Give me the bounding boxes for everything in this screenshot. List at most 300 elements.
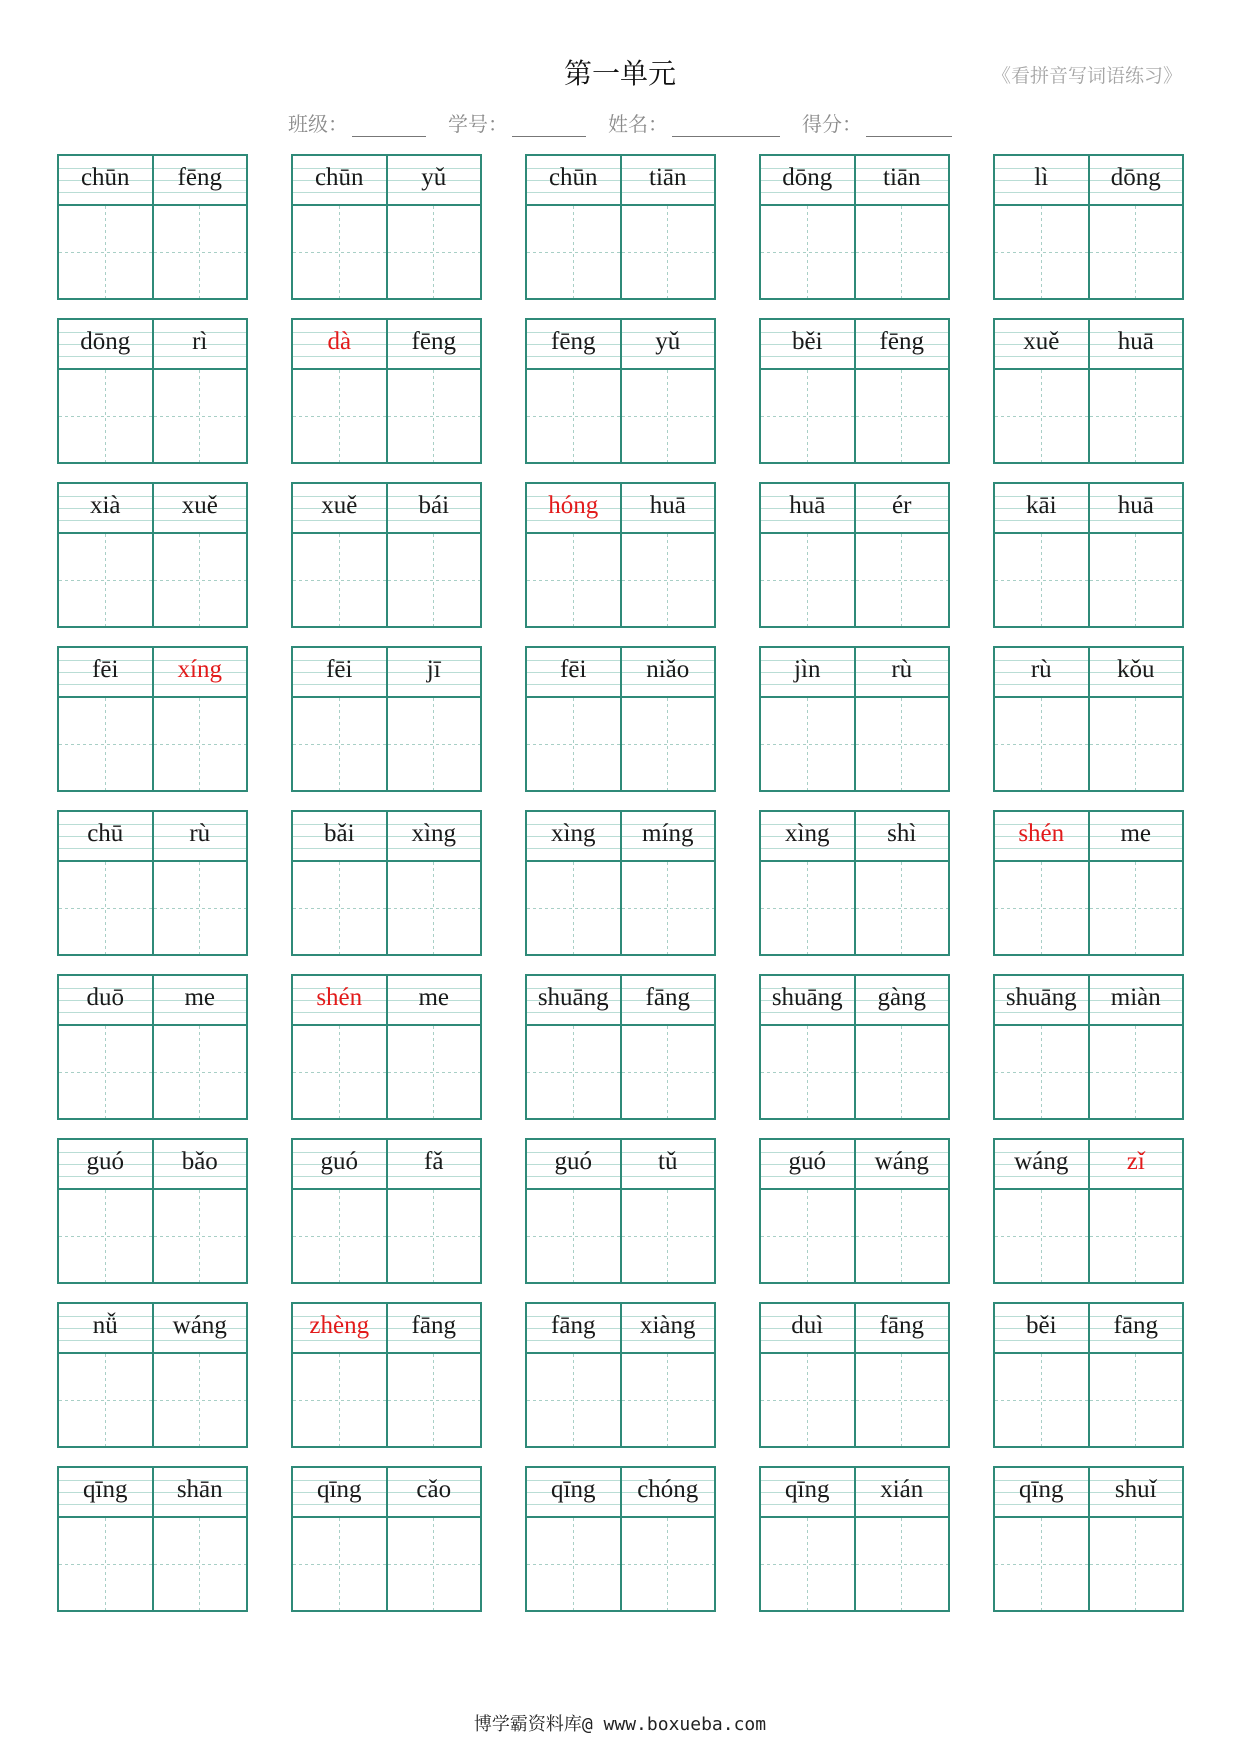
- pinyin-syllable: shuāng: [771, 984, 843, 1011]
- pinyin-syllable: xìng: [785, 820, 830, 847]
- tianzige-writing-box[interactable]: [995, 1518, 1088, 1610]
- pinyin-syllable: běi: [791, 328, 823, 355]
- tianzige-writing-box[interactable]: [527, 206, 620, 298]
- pinyin-row: [995, 484, 1182, 534]
- pinyin-syllable: wáng: [152, 1304, 247, 1352]
- pinyin-syllable: me: [1088, 812, 1183, 860]
- pinyin-row: [527, 976, 714, 1026]
- character-writing-row: [995, 1190, 1182, 1282]
- word-cell: [759, 1466, 950, 1612]
- tianzige-writing-box[interactable]: [59, 1026, 152, 1118]
- character-writing-row: [59, 862, 246, 954]
- pinyin-syllable: kāi: [1025, 492, 1057, 519]
- tianzige-writing-box[interactable]: [1088, 1354, 1183, 1446]
- tianzige-writing-box[interactable]: [152, 1518, 247, 1610]
- tianzige-writing-box[interactable]: [293, 1354, 386, 1446]
- pinyin-row: [59, 1304, 246, 1354]
- tianzige-writing-box[interactable]: [152, 206, 247, 298]
- word-cell: [993, 318, 1184, 464]
- pinyin-syllable: qīng: [785, 1476, 830, 1503]
- tianzige-writing-box[interactable]: [527, 1026, 620, 1118]
- pinyin-row: [293, 320, 480, 370]
- tianzige-writing-box[interactable]: [761, 862, 854, 954]
- character-writing-row: [995, 1518, 1182, 1610]
- pinyin-syllable: kǒu: [1088, 648, 1183, 696]
- tianzige-writing-box[interactable]: [386, 1190, 481, 1282]
- tianzige-writing-box[interactable]: [152, 862, 247, 954]
- pinyin-syllable: fāng: [620, 976, 715, 1024]
- pinyin-syllable: zhèng: [309, 1312, 370, 1339]
- tianzige-writing-box[interactable]: [293, 1026, 386, 1118]
- tianzige-writing-box[interactable]: [59, 862, 152, 954]
- pinyin-row: [761, 320, 948, 370]
- character-writing-row: [995, 1354, 1182, 1446]
- character-writing-row: [761, 698, 948, 790]
- pinyin-row: [293, 976, 480, 1026]
- pinyin-syllable: guó: [320, 1148, 358, 1175]
- pinyin-syllable: dōng: [80, 328, 131, 355]
- tianzige-writing-box[interactable]: [995, 206, 1088, 298]
- word-cell: [759, 1138, 950, 1284]
- pinyin-syllable: jìn: [794, 656, 821, 683]
- pinyin-syllable: xià: [89, 492, 121, 519]
- word-cell: [993, 482, 1184, 628]
- tianzige-writing-box[interactable]: [293, 1190, 386, 1282]
- pinyin-row: [59, 156, 246, 206]
- pinyin-syllable: chóng: [620, 1468, 715, 1516]
- pinyin-syllable: xián: [854, 1468, 949, 1516]
- pinyin-syllable: xuě: [321, 492, 358, 519]
- word-cell: [759, 154, 950, 300]
- pinyin-row: [59, 320, 246, 370]
- pinyin-row: [527, 320, 714, 370]
- pinyin-syllable: fēi: [92, 656, 119, 683]
- tianzige-writing-box[interactable]: [761, 534, 854, 626]
- character-writing-row: [995, 1026, 1182, 1118]
- tianzige-writing-box[interactable]: [1088, 862, 1183, 954]
- tianzige-writing-box[interactable]: [995, 698, 1088, 790]
- character-writing-row: [293, 698, 480, 790]
- tianzige-writing-box[interactable]: [59, 206, 152, 298]
- pinyin-syllable: me: [386, 976, 481, 1024]
- pinyin-syllable: xuě: [1023, 328, 1060, 355]
- character-writing-row: [59, 370, 246, 462]
- character-writing-row: [59, 1354, 246, 1446]
- pinyin-syllable: hóng: [548, 492, 599, 519]
- word-cell: [57, 1466, 248, 1612]
- pinyin-syllable: shuǐ: [1088, 1468, 1183, 1516]
- pinyin-syllable: huā: [1088, 320, 1183, 368]
- tianzige-writing-box[interactable]: [854, 862, 949, 954]
- pinyin-row: [995, 1304, 1182, 1354]
- pinyin-syllable: běi: [1025, 1312, 1057, 1339]
- character-writing-row: [527, 534, 714, 626]
- character-writing-row: [995, 534, 1182, 626]
- pinyin-syllable: huā: [620, 484, 715, 532]
- pinyin-syllable: chūn: [80, 164, 130, 191]
- word-cell: [291, 154, 482, 300]
- pinyin-row: [761, 812, 948, 862]
- pinyin-syllable: rù: [1030, 656, 1052, 683]
- tianzige-writing-box[interactable]: [293, 698, 386, 790]
- tianzige-writing-box[interactable]: [620, 1354, 715, 1446]
- pinyin-syllable: chū: [87, 820, 124, 847]
- character-writing-row: [59, 1190, 246, 1282]
- tianzige-writing-box[interactable]: [293, 1518, 386, 1610]
- tianzige-writing-box[interactable]: [761, 370, 854, 462]
- tianzige-writing-box[interactable]: [527, 1354, 620, 1446]
- word-cell: [57, 974, 248, 1120]
- tianzige-writing-box[interactable]: [995, 534, 1088, 626]
- pinyin-syllable: fǎ: [386, 1140, 481, 1188]
- character-writing-row: [59, 1026, 246, 1118]
- word-cell: [291, 646, 482, 792]
- tianzige-writing-box[interactable]: [854, 1518, 949, 1610]
- character-writing-row: [527, 862, 714, 954]
- tianzige-writing-box[interactable]: [386, 1518, 481, 1610]
- pinyin-syllable: cǎo: [386, 1468, 481, 1516]
- tianzige-writing-box[interactable]: [995, 1190, 1088, 1282]
- tianzige-writing-box[interactable]: [761, 1518, 854, 1610]
- word-cell: [291, 1302, 482, 1448]
- word-cell: [291, 318, 482, 464]
- pinyin-syllable: shén: [1018, 820, 1065, 847]
- pinyin-syllable: ér: [854, 484, 949, 532]
- tianzige-writing-box[interactable]: [1088, 698, 1183, 790]
- pinyin-row: [293, 812, 480, 862]
- pinyin-row: [995, 320, 1182, 370]
- pinyin-syllable: fēng: [386, 320, 481, 368]
- character-writing-row: [527, 1354, 714, 1446]
- pinyin-syllable: duì: [791, 1312, 824, 1339]
- tianzige-writing-box[interactable]: [620, 370, 715, 462]
- pinyin-syllable: chūn: [548, 164, 598, 191]
- pinyin-row: [59, 812, 246, 862]
- tianzige-writing-box[interactable]: [995, 862, 1088, 954]
- tianzige-writing-box[interactable]: [620, 862, 715, 954]
- tianzige-writing-box[interactable]: [854, 698, 949, 790]
- pinyin-syllable: shuāng: [537, 984, 609, 1011]
- pinyin-syllable: qīng: [317, 1476, 362, 1503]
- name-label: 姓名：: [608, 112, 668, 136]
- pinyin-syllable: me: [152, 976, 247, 1024]
- pinyin-syllable: fāng: [854, 1304, 949, 1352]
- tianzige-writing-box[interactable]: [761, 1190, 854, 1282]
- pinyin-syllable: guó: [86, 1148, 124, 1175]
- tianzige-writing-box[interactable]: [761, 1354, 854, 1446]
- word-cell: [759, 1302, 950, 1448]
- tianzige-writing-box[interactable]: [1088, 370, 1183, 462]
- pinyin-row: [995, 812, 1182, 862]
- character-writing-row: [59, 206, 246, 298]
- word-cell: [57, 1138, 248, 1284]
- word-cell: [291, 1466, 482, 1612]
- pinyin-row: [761, 1304, 948, 1354]
- word-cell: [57, 1302, 248, 1448]
- pinyin-syllable: fēng: [854, 320, 949, 368]
- pinyin-syllable: fēi: [326, 656, 353, 683]
- pinyin-syllable: fāng: [1088, 1304, 1183, 1352]
- tianzige-writing-box[interactable]: [527, 698, 620, 790]
- pinyin-syllable: fēi: [560, 656, 587, 683]
- pinyin-row: [527, 156, 714, 206]
- tianzige-writing-box[interactable]: [620, 534, 715, 626]
- tianzige-writing-box[interactable]: [386, 206, 481, 298]
- character-writing-row: [761, 206, 948, 298]
- pinyin-syllable: bái: [386, 484, 481, 532]
- word-cell: [525, 318, 716, 464]
- tianzige-writing-box[interactable]: [1088, 534, 1183, 626]
- tianzige-writing-box[interactable]: [152, 698, 247, 790]
- word-cell: [525, 482, 716, 628]
- tianzige-writing-box[interactable]: [761, 1026, 854, 1118]
- word-cell: [291, 974, 482, 1120]
- pinyin-syllable: shān: [152, 1468, 247, 1516]
- footer-watermark: 博学霸资料库@ www.boxueba.com: [473, 1714, 767, 1735]
- character-writing-row: [293, 862, 480, 954]
- tianzige-writing-box[interactable]: [527, 370, 620, 462]
- student-number-label: 学号：: [448, 112, 508, 136]
- pinyin-syllable: gàng: [854, 976, 949, 1024]
- tianzige-writing-box[interactable]: [386, 534, 481, 626]
- word-cell: [57, 646, 248, 792]
- pinyin-row: [59, 1468, 246, 1518]
- tianzige-writing-box[interactable]: [59, 1190, 152, 1282]
- character-writing-row: [995, 862, 1182, 954]
- tianzige-writing-box[interactable]: [293, 370, 386, 462]
- name-field: [608, 108, 780, 137]
- tianzige-writing-box[interactable]: [386, 370, 481, 462]
- tianzige-writing-box[interactable]: [527, 1190, 620, 1282]
- word-cell: [993, 154, 1184, 300]
- pinyin-syllable: dōng: [1088, 156, 1183, 204]
- character-writing-row: [995, 698, 1182, 790]
- pinyin-row: [761, 976, 948, 1026]
- word-cell: [57, 154, 248, 300]
- word-cell: [57, 810, 248, 956]
- class-field: [288, 108, 426, 137]
- character-writing-row: [293, 1354, 480, 1446]
- pinyin-syllable: dà: [327, 328, 352, 355]
- word-cell: [57, 482, 248, 628]
- tianzige-writing-box[interactable]: [620, 206, 715, 298]
- word-cell: [759, 482, 950, 628]
- character-writing-row: [761, 1518, 948, 1610]
- pinyin-row: [527, 812, 714, 862]
- pinyin-row: [761, 156, 948, 206]
- tianzige-writing-box[interactable]: [59, 1518, 152, 1610]
- student-number-blank[interactable]: [512, 114, 586, 137]
- word-cell: [759, 318, 950, 464]
- pinyin-row: [995, 976, 1182, 1026]
- character-writing-row: [527, 698, 714, 790]
- word-cell: [993, 974, 1184, 1120]
- tianzige-writing-box[interactable]: [152, 1354, 247, 1446]
- name-blank[interactable]: [672, 114, 780, 137]
- student-number-field: [448, 108, 586, 137]
- pinyin-row: [527, 1468, 714, 1518]
- pinyin-row: [59, 976, 246, 1026]
- word-cell: [525, 646, 716, 792]
- character-writing-row: [995, 370, 1182, 462]
- character-writing-row: [293, 206, 480, 298]
- tianzige-writing-box[interactable]: [527, 534, 620, 626]
- character-writing-row: [527, 1518, 714, 1610]
- character-writing-row: [995, 206, 1182, 298]
- tianzige-writing-box[interactable]: [527, 862, 620, 954]
- tianzige-writing-box[interactable]: [854, 206, 949, 298]
- tianzige-writing-box[interactable]: [152, 370, 247, 462]
- word-cell: [993, 1466, 1184, 1612]
- class-blank[interactable]: [352, 114, 426, 137]
- tianzige-writing-box[interactable]: [59, 1354, 152, 1446]
- character-writing-row: [59, 1518, 246, 1610]
- tianzige-writing-box[interactable]: [527, 1518, 620, 1610]
- pinyin-syllable: shuāng: [1005, 984, 1077, 1011]
- pinyin-syllable: fāng: [386, 1304, 481, 1352]
- pinyin-syllable: nǚ: [92, 1312, 118, 1339]
- tianzige-writing-box[interactable]: [293, 206, 386, 298]
- pinyin-row: [293, 1140, 480, 1190]
- tianzige-writing-box[interactable]: [152, 534, 247, 626]
- word-cell: [525, 810, 716, 956]
- tianzige-writing-box[interactable]: [59, 370, 152, 462]
- tianzige-writing-box[interactable]: [620, 1518, 715, 1610]
- score-label: 得分：: [802, 112, 862, 136]
- tianzige-writing-box[interactable]: [995, 1026, 1088, 1118]
- pinyin-row: [527, 484, 714, 534]
- pinyin-syllable: shén: [316, 984, 363, 1011]
- tianzige-writing-box[interactable]: [1088, 206, 1183, 298]
- pinyin-row: [59, 1140, 246, 1190]
- pinyin-syllable: huā: [789, 492, 826, 519]
- word-cell: [57, 318, 248, 464]
- pinyin-syllable: xiàng: [620, 1304, 715, 1352]
- pinyin-row: [995, 648, 1182, 698]
- pinyin-syllable: míng: [620, 812, 715, 860]
- tianzige-writing-box[interactable]: [1088, 1026, 1183, 1118]
- tianzige-writing-box[interactable]: [854, 534, 949, 626]
- tianzige-writing-box[interactable]: [386, 1026, 481, 1118]
- pinyin-syllable: fēng: [551, 328, 596, 355]
- tianzige-writing-box[interactable]: [854, 1354, 949, 1446]
- tianzige-writing-box[interactable]: [761, 206, 854, 298]
- character-writing-row: [527, 1190, 714, 1282]
- tianzige-writing-box[interactable]: [386, 698, 481, 790]
- tianzige-writing-box[interactable]: [854, 1026, 949, 1118]
- tianzige-writing-box[interactable]: [1088, 1190, 1183, 1282]
- character-writing-row: [527, 206, 714, 298]
- pinyin-syllable: wáng: [854, 1140, 949, 1188]
- tianzige-writing-box[interactable]: [386, 1354, 481, 1446]
- tianzige-writing-box[interactable]: [386, 862, 481, 954]
- tianzige-writing-box[interactable]: [761, 698, 854, 790]
- pinyin-syllable: fāng: [551, 1312, 596, 1339]
- character-writing-row: [761, 1354, 948, 1446]
- pinyin-syllable: wáng: [1014, 1148, 1069, 1175]
- character-writing-row: [761, 1026, 948, 1118]
- tianzige-writing-box[interactable]: [620, 1190, 715, 1282]
- pinyin-syllable: bǎi: [323, 820, 355, 847]
- pinyin-row: [527, 1304, 714, 1354]
- pinyin-syllable: xuě: [152, 484, 247, 532]
- character-writing-row: [527, 1026, 714, 1118]
- word-cell: [993, 646, 1184, 792]
- pinyin-row: [761, 1140, 948, 1190]
- pinyin-syllable: duō: [86, 984, 124, 1011]
- tianzige-writing-box[interactable]: [995, 1354, 1088, 1446]
- tianzige-writing-box[interactable]: [59, 698, 152, 790]
- tianzige-writing-box[interactable]: [620, 698, 715, 790]
- pinyin-row: [761, 1468, 948, 1518]
- character-writing-row: [527, 370, 714, 462]
- pinyin-syllable: rù: [854, 648, 949, 696]
- tianzige-writing-box[interactable]: [293, 862, 386, 954]
- page-title: 第一单元: [563, 57, 676, 90]
- score-blank[interactable]: [866, 114, 952, 137]
- pinyin-row: [995, 1468, 1182, 1518]
- character-writing-row: [761, 862, 948, 954]
- pinyin-row: [761, 648, 948, 698]
- worksheet-subtitle: 《看拼音写词语练习》: [991, 65, 1182, 87]
- tianzige-writing-box[interactable]: [620, 1026, 715, 1118]
- pinyin-syllable: tiān: [854, 156, 949, 204]
- word-cell: [759, 974, 950, 1120]
- pinyin-row: [293, 1304, 480, 1354]
- character-writing-row: [293, 1190, 480, 1282]
- word-cell: [525, 1466, 716, 1612]
- word-cell: [525, 1138, 716, 1284]
- pinyin-syllable: lì: [1034, 164, 1049, 191]
- word-cell: [759, 810, 950, 956]
- tianzige-writing-box[interactable]: [854, 370, 949, 462]
- pinyin-syllable: guó: [554, 1148, 592, 1175]
- tianzige-writing-box[interactable]: [1088, 1518, 1183, 1610]
- pinyin-syllable: tǔ: [620, 1140, 715, 1188]
- tianzige-writing-box[interactable]: [152, 1026, 247, 1118]
- pinyin-row: [59, 484, 246, 534]
- word-practice-grid: [57, 154, 1182, 1612]
- pinyin-row: [527, 648, 714, 698]
- pinyin-syllable: niǎo: [620, 648, 715, 696]
- word-cell: [291, 810, 482, 956]
- tianzige-writing-box[interactable]: [293, 534, 386, 626]
- pinyin-syllable: rì: [152, 320, 247, 368]
- tianzige-writing-box[interactable]: [59, 534, 152, 626]
- character-writing-row: [293, 1026, 480, 1118]
- pinyin-row: [293, 648, 480, 698]
- character-writing-row: [293, 1518, 480, 1610]
- tianzige-writing-box[interactable]: [152, 1190, 247, 1282]
- character-writing-row: [59, 534, 246, 626]
- pinyin-syllable: jī: [386, 648, 481, 696]
- pinyin-syllable: qīng: [551, 1476, 596, 1503]
- word-cell: [993, 810, 1184, 956]
- character-writing-row: [59, 698, 246, 790]
- character-writing-row: [293, 370, 480, 462]
- pinyin-syllable: zǐ: [1088, 1140, 1183, 1188]
- score-field: [802, 108, 952, 137]
- word-cell: [291, 482, 482, 628]
- pinyin-syllable: bǎo: [152, 1140, 247, 1188]
- class-label: 班级：: [288, 112, 348, 136]
- tianzige-writing-box[interactable]: [854, 1190, 949, 1282]
- character-writing-row: [761, 534, 948, 626]
- word-cell: [993, 1302, 1184, 1448]
- pinyin-syllable: fēng: [152, 156, 247, 204]
- tianzige-writing-box[interactable]: [995, 370, 1088, 462]
- pinyin-syllable: yǔ: [386, 156, 481, 204]
